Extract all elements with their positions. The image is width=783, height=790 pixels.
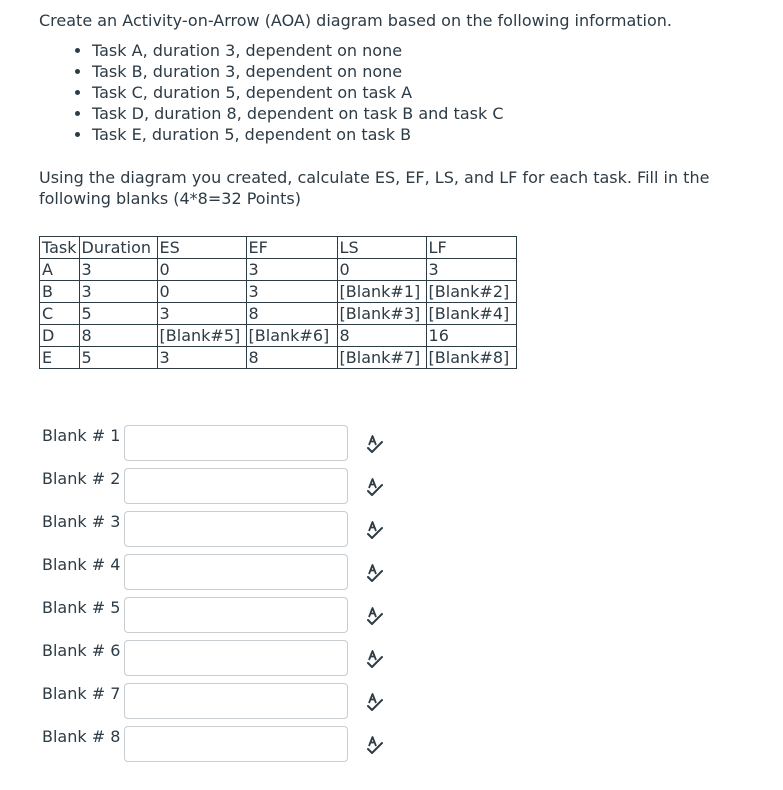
instruction-line: Using the diagram you created, calculate ES, EF, LS, and LF for each task. Fill in the (39, 168, 710, 187)
task-list-item: • Task B, duration 3, dependent on none (92, 61, 759, 82)
task-list-item: • Task A, duration 3, dependent on none (92, 40, 759, 61)
table-cell: 0 (157, 259, 246, 281)
blank-7-input[interactable] (124, 683, 348, 719)
spellcheck-icon[interactable] (366, 520, 384, 540)
blank-label: Blank # 6 (42, 641, 121, 660)
answer-row-6 (42, 640, 402, 678)
spellcheck-icon[interactable] (366, 692, 384, 712)
answer-row-3 (42, 511, 402, 549)
table-cell: 3 (79, 259, 157, 281)
table-cell: 5 (79, 347, 157, 369)
task-list-item: • Task E, duration 5, dependent on task B (92, 124, 759, 145)
table-row (40, 303, 517, 325)
table-cell: 8 (246, 303, 337, 325)
table-cell: 0 (157, 281, 246, 303)
blank-label: Blank # 8 (42, 727, 121, 746)
instruction-line: following blanks (4*8=32 Points) (39, 189, 302, 208)
table-cell: 8 (79, 325, 157, 347)
blank-label: Blank # 1 (42, 426, 121, 445)
table-header-cell: Duration (79, 237, 157, 259)
table-cell: 3 (426, 259, 516, 281)
table-cell: 0 (337, 259, 426, 281)
blank-label: Blank # 2 (42, 469, 121, 488)
table-cell: 3 (157, 303, 246, 325)
table-row (40, 325, 517, 347)
table-cell: [Blank#4] (426, 303, 516, 325)
question-intro: Create an Activity-on-Arrow (AOA) diagram based on the following information. (39, 11, 672, 30)
blank-label: Blank # 4 (42, 555, 121, 574)
table-header-cell: Task (40, 237, 80, 259)
table-cell: 3 (246, 259, 337, 281)
spellcheck-icon[interactable] (366, 606, 384, 626)
table-cell: E (40, 347, 80, 369)
table-row (40, 281, 517, 303)
blank-1-input[interactable] (124, 425, 348, 461)
table-cell: 5 (79, 303, 157, 325)
table-cell: 16 (426, 325, 516, 347)
table-cell: 3 (79, 281, 157, 303)
answer-row-2 (42, 468, 402, 506)
table-cell: 8 (246, 347, 337, 369)
blank-8-input[interactable] (124, 726, 348, 762)
table-cell: [Blank#6] (246, 325, 337, 347)
answer-row-8 (42, 726, 402, 764)
table-header-cell: LF (426, 237, 516, 259)
answer-row-5 (42, 597, 402, 635)
answer-row-4 (42, 554, 402, 592)
table-row (40, 259, 517, 281)
table-cell: 3 (157, 347, 246, 369)
blank-6-input[interactable] (124, 640, 348, 676)
blank-5-input[interactable] (124, 597, 348, 633)
table-cell: [Blank#1] (337, 281, 426, 303)
task-list-item: • Task C, duration 5, dependent on task A (92, 82, 759, 103)
table-cell: D (40, 325, 80, 347)
schedule-table (39, 236, 517, 369)
spellcheck-icon[interactable] (366, 563, 384, 583)
question-instruction (39, 167, 759, 209)
table-cell: [Blank#2] (426, 281, 516, 303)
table-header-row (40, 237, 517, 259)
spellcheck-icon[interactable] (366, 649, 384, 669)
spellcheck-icon[interactable] (366, 735, 384, 755)
table-row (40, 347, 517, 369)
blank-2-input[interactable] (124, 468, 348, 504)
blank-3-input[interactable] (124, 511, 348, 547)
answer-row-1 (42, 425, 402, 463)
table-cell: 8 (337, 325, 426, 347)
blank-4-input[interactable] (124, 554, 348, 590)
table-cell: [Blank#3] (337, 303, 426, 325)
table-cell: [Blank#8] (426, 347, 516, 369)
table-cell: [Blank#5] (157, 325, 246, 347)
blank-label: Blank # 7 (42, 684, 121, 703)
answer-row-7 (42, 683, 402, 721)
task-list-item: • Task D, duration 8, dependent on task B and task C (92, 103, 759, 124)
spellcheck-icon[interactable] (366, 434, 384, 454)
blank-label: Blank # 5 (42, 598, 121, 617)
blank-label: Blank # 3 (42, 512, 121, 531)
question-prompt (39, 10, 759, 209)
table-cell: C (40, 303, 80, 325)
table-cell: 3 (246, 281, 337, 303)
table-header-cell: EF (246, 237, 337, 259)
spellcheck-icon[interactable] (366, 477, 384, 497)
table-cell: A (40, 259, 80, 281)
table-header-cell: ES (157, 237, 246, 259)
table-cell: B (40, 281, 80, 303)
task-list (39, 40, 759, 145)
table-header-cell: LS (337, 237, 426, 259)
table-cell: [Blank#7] (337, 347, 426, 369)
